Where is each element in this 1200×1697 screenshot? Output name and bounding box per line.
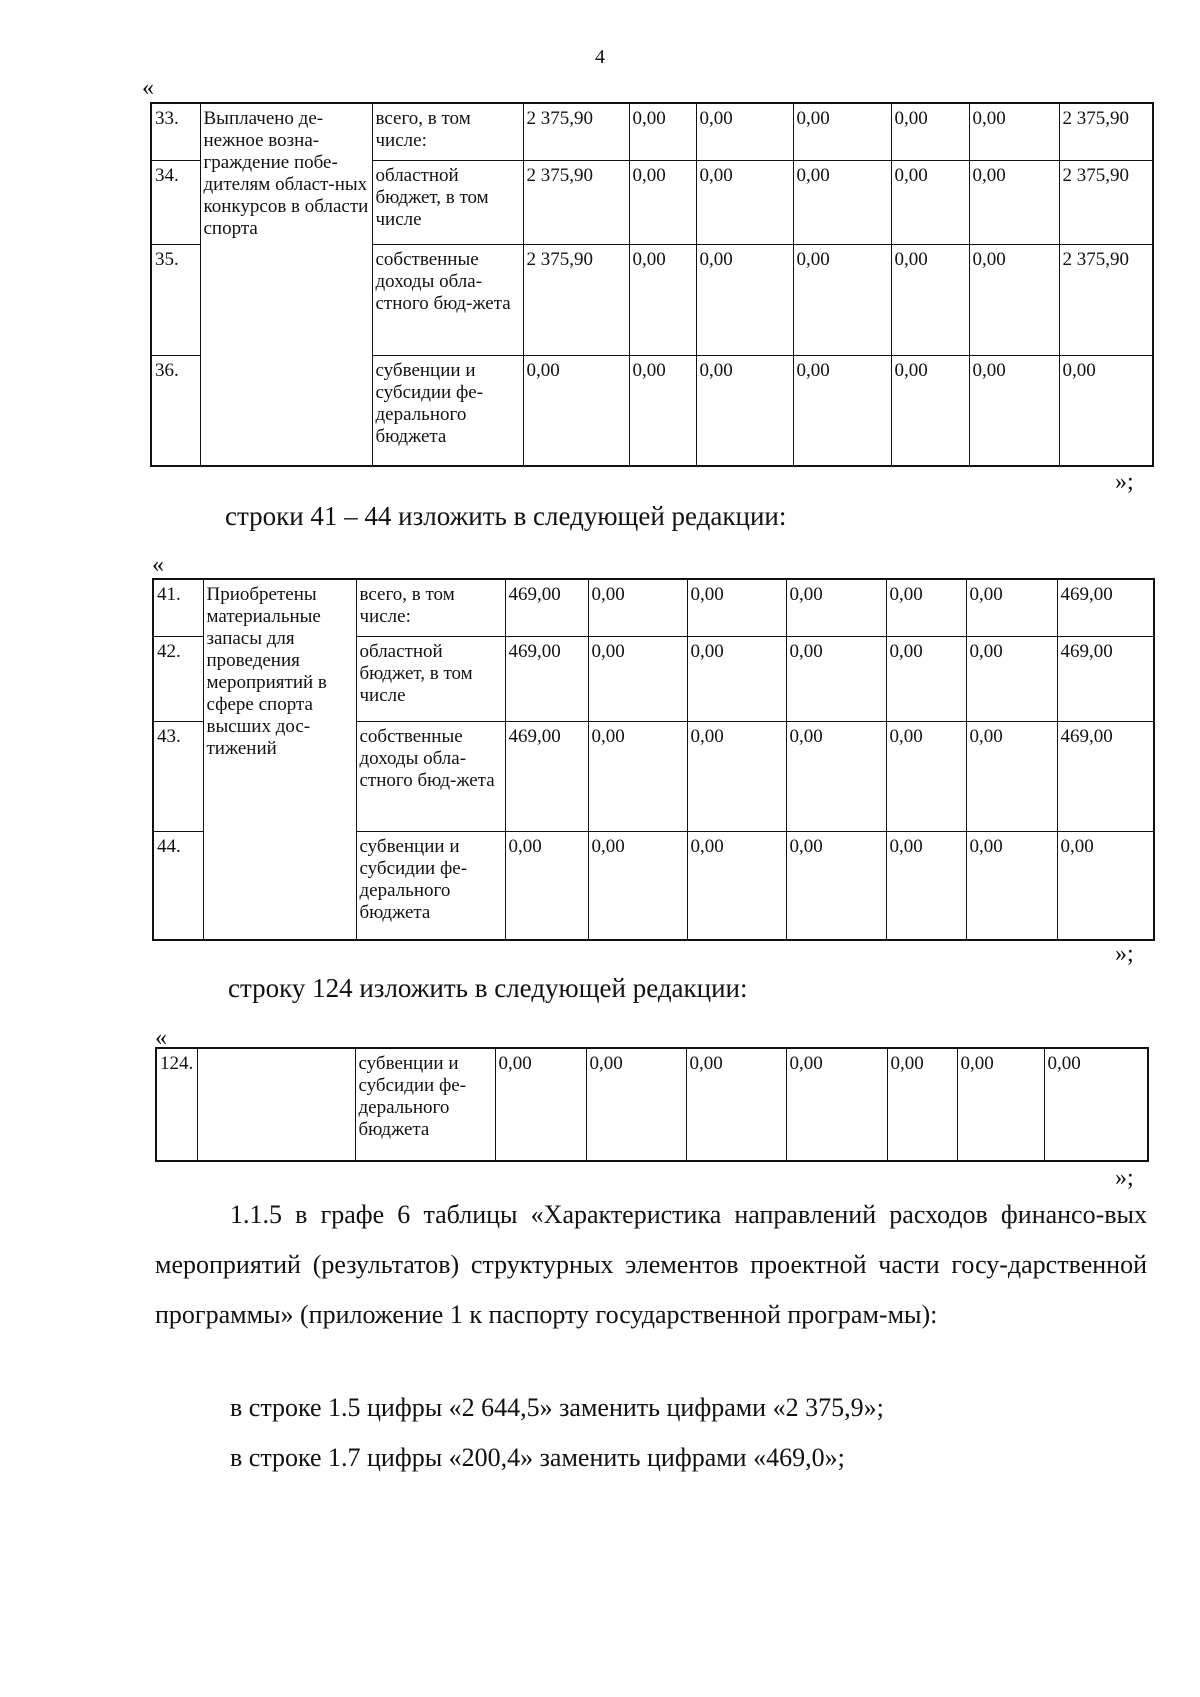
value-cell: 0,00 xyxy=(886,721,966,831)
row-number: 42. xyxy=(153,636,203,721)
funding-source: субвенции и субсидии фе-дерального бюджета xyxy=(372,355,523,466)
row-number: 33. xyxy=(151,103,200,160)
table-row-124 xyxy=(155,1047,1149,1162)
table-row xyxy=(153,579,1154,636)
value-cell: 2 375,90 xyxy=(523,244,629,355)
funding-source: областной бюджет, в том числе xyxy=(356,636,505,721)
value-cell: 2 375,90 xyxy=(523,160,629,244)
row-description: Приобретены материальные запасы для проведения мероприятий в сфере спорта высших дос-тижений xyxy=(203,579,356,940)
value-cell: 0,00 xyxy=(696,103,793,160)
value-cell: 0,00 xyxy=(886,636,966,721)
value-cell: 0,00 xyxy=(793,244,891,355)
value-cell: 0,00 xyxy=(966,579,1057,636)
row-number: 124. xyxy=(156,1048,197,1161)
row-number: 36. xyxy=(151,355,200,466)
value-cell: 469,00 xyxy=(1057,636,1154,721)
value-cell: 0,00 xyxy=(686,1048,786,1161)
value-cell: 0,00 xyxy=(1057,831,1154,940)
value-cell: 0,00 xyxy=(886,579,966,636)
value-cell: 2 375,90 xyxy=(1059,244,1153,355)
value-cell: 0,00 xyxy=(891,160,969,244)
close-quote: »; xyxy=(1115,469,1134,495)
value-cell: 0,00 xyxy=(629,355,696,466)
funding-source: всего, в том числе: xyxy=(356,579,505,636)
funding-source: собственные доходы обла-стного бюд-жета xyxy=(372,244,523,355)
row-number: 34. xyxy=(151,160,200,244)
funding-source: субвенции и субсидии фе-дерального бюджета xyxy=(356,831,505,940)
row-number: 44. xyxy=(153,831,203,940)
value-cell: 469,00 xyxy=(505,579,588,636)
value-cell: 0,00 xyxy=(957,1048,1044,1161)
open-quote: « xyxy=(142,75,154,101)
value-cell: 0,00 xyxy=(629,103,696,160)
row-description xyxy=(197,1048,355,1161)
value-cell: 0,00 xyxy=(523,355,629,466)
value-cell: 0,00 xyxy=(588,831,687,940)
value-cell: 0,00 xyxy=(786,636,886,721)
value-cell: 2 375,90 xyxy=(1059,103,1153,160)
value-cell: 0,00 xyxy=(687,579,786,636)
value-cell: 0,00 xyxy=(1059,355,1153,466)
value-cell: 0,00 xyxy=(696,355,793,466)
value-cell: 0,00 xyxy=(793,103,891,160)
value-cell: 0,00 xyxy=(588,636,687,721)
value-cell: 0,00 xyxy=(786,831,886,940)
row-number: 41. xyxy=(153,579,203,636)
value-cell: 0,00 xyxy=(786,721,886,831)
value-cell: 0,00 xyxy=(891,244,969,355)
value-cell: 0,00 xyxy=(495,1048,586,1161)
close-quote: »; xyxy=(1115,941,1134,967)
value-cell: 0,00 xyxy=(696,160,793,244)
value-cell: 469,00 xyxy=(505,636,588,721)
value-cell: 0,00 xyxy=(687,831,786,940)
value-cell: 0,00 xyxy=(966,636,1057,721)
close-quote: »; xyxy=(1115,1165,1134,1191)
page-number: 4 xyxy=(595,46,605,68)
value-cell: 0,00 xyxy=(891,103,969,160)
value-cell: 0,00 xyxy=(1044,1048,1148,1161)
value-cell: 2 375,90 xyxy=(523,103,629,160)
funding-source: всего, в том числе: xyxy=(372,103,523,160)
value-cell: 0,00 xyxy=(969,103,1059,160)
table-rows-41-44 xyxy=(152,578,1155,941)
value-cell: 0,00 xyxy=(687,636,786,721)
value-cell: 469,00 xyxy=(505,721,588,831)
value-cell: 0,00 xyxy=(793,355,891,466)
value-cell: 0,00 xyxy=(629,244,696,355)
open-quote: « xyxy=(152,552,164,578)
value-cell: 0,00 xyxy=(588,721,687,831)
table-row xyxy=(156,1048,1148,1161)
row-number: 43. xyxy=(153,721,203,831)
value-cell: 2 375,90 xyxy=(1059,160,1153,244)
row-description: Выплачено де-нежное возна-граждение побе-дителям област-ных конкурсов в области спорта xyxy=(200,103,372,466)
replacement-line-1-7: в строке 1.7 цифры «200,4» заменить цифрами «469,0»; xyxy=(230,1443,845,1472)
heading-row-124: строку 124 изложить в следующей редакции: xyxy=(228,973,748,1003)
replacement-line-1-5: в строке 1.5 цифры «2 644,5» заменить цифрами «2 375,9»; xyxy=(230,1393,884,1422)
value-cell: 0,00 xyxy=(588,579,687,636)
value-cell: 0,00 xyxy=(887,1048,957,1161)
row-number: 35. xyxy=(151,244,200,355)
value-cell: 0,00 xyxy=(969,160,1059,244)
table-row xyxy=(151,103,1153,160)
value-cell: 0,00 xyxy=(696,244,793,355)
value-cell: 0,00 xyxy=(793,160,891,244)
heading-rows-41-44: строки 41 – 44 изложить в следующей редакции: xyxy=(225,501,787,531)
value-cell: 0,00 xyxy=(629,160,696,244)
value-cell: 0,00 xyxy=(687,721,786,831)
value-cell: 0,00 xyxy=(786,579,886,636)
value-cell: 0,00 xyxy=(786,1048,887,1161)
value-cell: 0,00 xyxy=(969,244,1059,355)
open-quote: « xyxy=(155,1025,167,1051)
value-cell: 0,00 xyxy=(586,1048,686,1161)
value-cell: 0,00 xyxy=(969,355,1059,466)
funding-source: субвенции и субсидии фе-дерального бюджета xyxy=(355,1048,495,1161)
funding-source: областной бюджет, в том числе xyxy=(372,160,523,244)
value-cell: 0,00 xyxy=(891,355,969,466)
table-rows-33-36 xyxy=(150,102,1154,467)
value-cell: 0,00 xyxy=(966,831,1057,940)
paragraph-1-1-5: 1.1.5 в графе 6 таблицы «Характеристика направлений расходов финансо-вых мероприятий (результатов) структурных элементов проектной части госу-дарственной программы» (приложение 1 к паспорту государственной програм-мы): xyxy=(155,1200,1147,1329)
value-cell: 0,00 xyxy=(886,831,966,940)
value-cell: 0,00 xyxy=(966,721,1057,831)
funding-source: собственные доходы обла-стного бюд-жета xyxy=(356,721,505,831)
value-cell: 469,00 xyxy=(1057,579,1154,636)
value-cell: 469,00 xyxy=(1057,721,1154,831)
value-cell: 0,00 xyxy=(505,831,588,940)
